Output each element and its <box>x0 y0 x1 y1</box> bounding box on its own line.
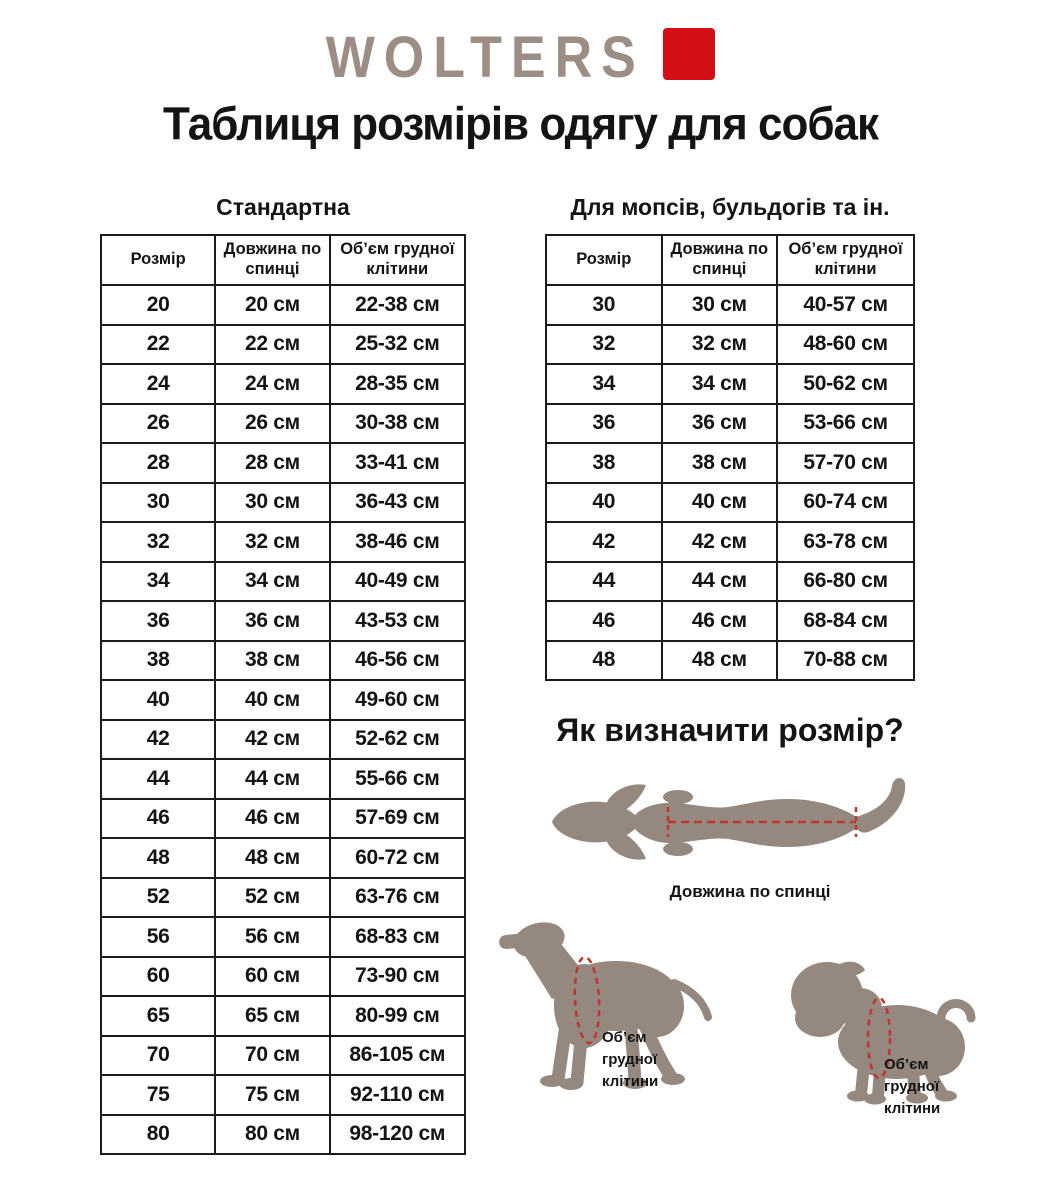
table-cell: 44 <box>101 759 215 799</box>
table-row <box>101 285 465 325</box>
back-length-label: Довжина по спинці <box>669 882 831 901</box>
table-cell: 34 см <box>662 364 778 404</box>
pug-table-heading: Для мопсів, бульдогів та ін. <box>570 194 890 220</box>
table-row <box>546 483 914 523</box>
table-cell: 65 см <box>215 996 329 1036</box>
table-cell: 40-57 см <box>777 285 914 325</box>
brand-logo <box>0 25 1041 91</box>
table-row <box>101 917 465 957</box>
table-cell: 36 см <box>662 404 778 444</box>
table-row <box>101 364 465 404</box>
table-cell: 63-78 см <box>777 522 914 562</box>
table-cell: 70 <box>101 1036 215 1076</box>
table-cell: 26 <box>101 404 215 444</box>
column-header-size: Розмір <box>101 235 215 285</box>
table-row <box>101 759 465 799</box>
table-cell: 48-60 см <box>777 325 914 365</box>
table-cell: 30 <box>101 483 215 523</box>
table-cell: 49-60 см <box>330 680 465 720</box>
table-cell: 33-41 см <box>330 443 465 483</box>
pug-size-section <box>545 194 915 681</box>
table-row <box>101 799 465 839</box>
table-row <box>101 680 465 720</box>
table-cell: 38 <box>101 641 215 681</box>
table-cell: 44 <box>546 562 662 602</box>
table-cell: 40 <box>101 680 215 720</box>
table-cell: 26 см <box>215 404 329 444</box>
table-cell: 57-69 см <box>330 799 465 839</box>
table-row <box>101 562 465 602</box>
table-cell: 36-43 см <box>330 483 465 523</box>
table-cell: 70-88 см <box>777 641 914 681</box>
table-cell: 48 см <box>662 641 778 681</box>
table-cell: 53-66 см <box>777 404 914 444</box>
pug-size-table <box>545 234 915 681</box>
table-cell: 68-83 см <box>330 917 465 957</box>
table-cell: 38 <box>546 443 662 483</box>
table-cell: 30 <box>546 285 662 325</box>
table-row <box>101 996 465 1036</box>
table-cell: 66-80 см <box>777 562 914 602</box>
table-cell: 32 см <box>662 325 778 365</box>
table-cell: 22 см <box>215 325 329 365</box>
standard-size-table <box>100 234 466 1155</box>
table-cell: 60 <box>101 957 215 997</box>
table-row <box>546 641 914 681</box>
table-cell: 48 см <box>215 838 329 878</box>
table-cell: 40 см <box>215 680 329 720</box>
table-row <box>101 404 465 444</box>
table-header-row <box>101 235 465 285</box>
table-cell: 40 см <box>662 483 778 523</box>
table-cell: 46 <box>546 601 662 641</box>
table-cell: 30 см <box>662 285 778 325</box>
table-cell: 38-46 см <box>330 522 465 562</box>
table-cell: 42 <box>101 720 215 760</box>
dog-top-view-illustration <box>548 766 948 878</box>
table-row <box>546 522 914 562</box>
table-cell: 60-72 см <box>330 838 465 878</box>
table-cell: 38 см <box>215 641 329 681</box>
table-cell: 98-120 см <box>330 1115 465 1155</box>
standard-size-section <box>100 194 466 1155</box>
table-cell: 92-110 см <box>330 1075 465 1115</box>
table-cell: 75 <box>101 1075 215 1115</box>
table-cell: 46 <box>101 799 215 839</box>
dog-top-view-silhouette <box>552 778 905 860</box>
table-cell: 43-53 см <box>330 601 465 641</box>
table-cell: 32 <box>101 522 215 562</box>
table-cell: 32 <box>546 325 662 365</box>
table-row <box>546 404 914 444</box>
table-header-row <box>546 235 914 285</box>
table-cell: 34 <box>101 562 215 602</box>
column-header-chest-volume: Об’єм грудної клітини <box>330 235 465 285</box>
table-cell: 40-49 см <box>330 562 465 602</box>
column-header-size: Розмір <box>546 235 662 285</box>
table-row <box>101 641 465 681</box>
table-cell: 46 см <box>215 799 329 839</box>
table-cell: 25-32 см <box>330 325 465 365</box>
column-header-back-length: Довжина по спинці <box>662 235 778 285</box>
table-cell: 32 см <box>215 522 329 562</box>
table-row <box>101 1115 465 1155</box>
table-cell: 24 см <box>215 364 329 404</box>
table-cell: 42 см <box>215 720 329 760</box>
table-cell: 44 см <box>662 562 778 602</box>
table-cell: 34 см <box>215 562 329 602</box>
table-cell: 40 <box>546 483 662 523</box>
table-row <box>546 325 914 365</box>
table-cell: 28 см <box>215 443 329 483</box>
table-cell: 56 <box>101 917 215 957</box>
table-cell: 48 <box>101 838 215 878</box>
table-cell: 36 <box>101 601 215 641</box>
table-cell: 30 см <box>215 483 329 523</box>
dog-side-view-illustration <box>494 903 724 1113</box>
table-cell: 52-62 см <box>330 720 465 760</box>
table-cell: 36 см <box>215 601 329 641</box>
table-cell: 65 <box>101 996 215 1036</box>
table-cell: 86-105 см <box>330 1036 465 1076</box>
table-cell: 36 <box>546 404 662 444</box>
brand-logo-mark <box>663 28 715 80</box>
table-cell: 70 см <box>215 1036 329 1076</box>
table-row <box>546 562 914 602</box>
table-cell: 42 <box>546 522 662 562</box>
chest-volume-label: Об’єм грудної клітини <box>602 1029 659 1090</box>
table-row <box>101 838 465 878</box>
table-cell: 22-38 см <box>330 285 465 325</box>
brand-logo-text: WOLTERS <box>325 25 645 91</box>
table-cell: 56 см <box>215 917 329 957</box>
table-cell: 28-35 см <box>330 364 465 404</box>
table-row <box>546 601 914 641</box>
table-cell: 48 <box>546 641 662 681</box>
guide-heading: Як визначити розмір? <box>556 712 904 748</box>
column-header-chest-volume: Об’єм грудної клітини <box>777 235 914 285</box>
table-cell: 20 см <box>215 285 329 325</box>
table-cell: 52 см <box>215 878 329 918</box>
pug-side-view-illustration <box>780 948 995 1117</box>
chest-volume-label-pug: Об’єм грудної клітини <box>884 1056 941 1117</box>
table-cell: 80 <box>101 1115 215 1155</box>
table-row <box>101 522 465 562</box>
table-cell: 24 <box>101 364 215 404</box>
standard-table-heading: Стандартна <box>216 194 350 220</box>
table-cell: 68-84 см <box>777 601 914 641</box>
page-title: Таблиця розмірів одягу для собак <box>162 98 879 151</box>
table-cell: 52 <box>101 878 215 918</box>
table-cell: 30-38 см <box>330 404 465 444</box>
table-cell: 42 см <box>662 522 778 562</box>
table-cell: 50-62 см <box>777 364 914 404</box>
table-cell: 44 см <box>215 759 329 799</box>
table-row <box>546 364 914 404</box>
table-row <box>101 325 465 365</box>
table-row <box>101 483 465 523</box>
table-cell: 20 <box>101 285 215 325</box>
column-header-back-length: Довжина по спинці <box>215 235 329 285</box>
table-cell: 60-74 см <box>777 483 914 523</box>
table-cell: 63-76 см <box>330 878 465 918</box>
table-cell: 75 см <box>215 1075 329 1115</box>
table-cell: 22 <box>101 325 215 365</box>
table-cell: 46 см <box>662 601 778 641</box>
table-row <box>101 720 465 760</box>
table-cell: 80-99 см <box>330 996 465 1036</box>
table-cell: 34 <box>546 364 662 404</box>
table-row <box>101 601 465 641</box>
table-row <box>546 443 914 483</box>
table-row <box>101 1075 465 1115</box>
table-row <box>546 285 914 325</box>
table-cell: 57-70 см <box>777 443 914 483</box>
table-row <box>101 957 465 997</box>
table-cell: 38 см <box>662 443 778 483</box>
table-cell: 46-56 см <box>330 641 465 681</box>
table-cell: 55-66 см <box>330 759 465 799</box>
table-cell: 80 см <box>215 1115 329 1155</box>
table-cell: 73-90 см <box>330 957 465 997</box>
table-cell: 28 <box>101 443 215 483</box>
table-row <box>101 443 465 483</box>
table-row <box>101 1036 465 1076</box>
table-cell: 60 см <box>215 957 329 997</box>
table-row <box>101 878 465 918</box>
